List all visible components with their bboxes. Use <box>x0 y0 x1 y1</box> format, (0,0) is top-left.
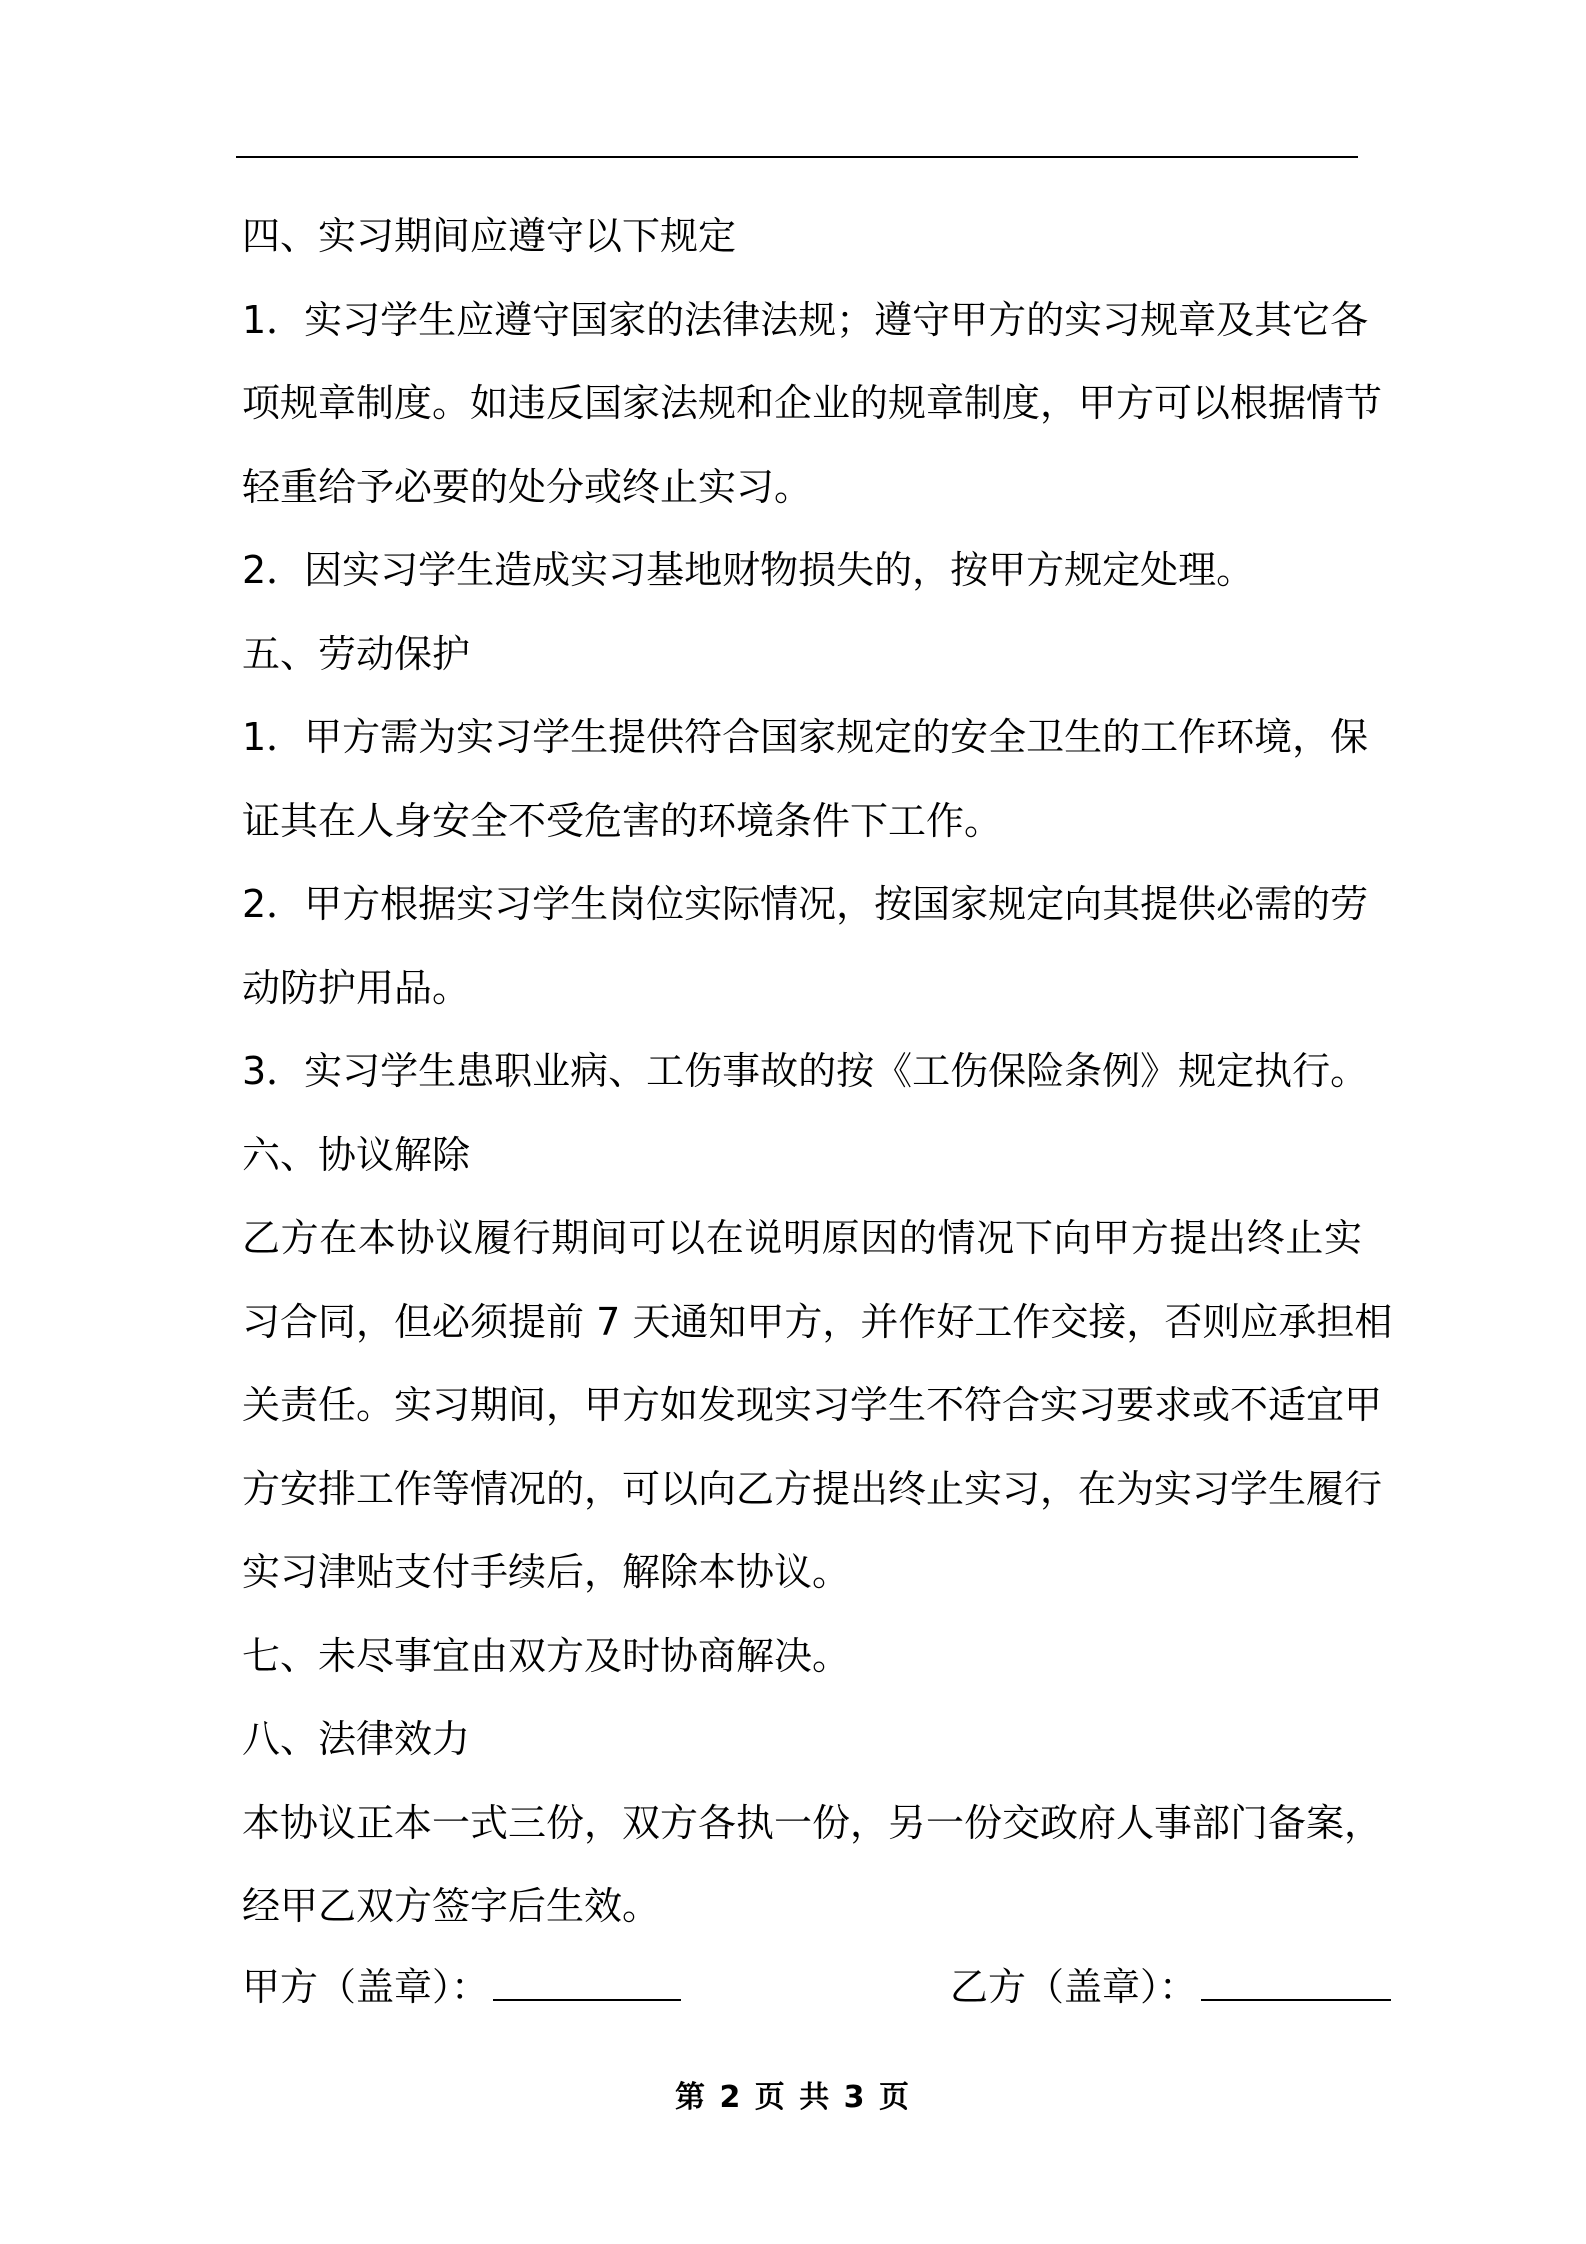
page-number-footer: 第 2 页 共 3 页 <box>675 2080 911 2115</box>
paragraph-line: 1．实习学生应遵守国家的法律法规；遵守甲方的实习规章及其它各 <box>242 297 1369 342</box>
paragraph-line: 乙方在本协议履行期间可以在说明原因的情况下向甲方提出终止实 <box>242 1216 1362 1260</box>
paragraph-line: 关责任。实习期间，甲方如发现实习学生不符合实习要求或不适宜甲 <box>242 1383 1383 1427</box>
paragraph-line: 经甲乙双方签字后生效。 <box>242 1884 661 1928</box>
paragraph-line: 2．甲方根据实习学生岗位实际情况，按国家规定向其提供必需的劳 <box>242 882 1369 926</box>
party-b-signature-blank <box>1201 1945 1391 2001</box>
document-body <box>242 195 1393 1949</box>
party-a-label: 甲方（盖章）： <box>242 1965 490 2009</box>
paragraph-line: 3．实习学生患职业病、工伤事故的按《工伤保险条例》规定执行。 <box>242 1049 1369 1093</box>
paragraph-line: 项规章制度。如违反国家法规和企业的规章制度，甲方可以根据情节 <box>242 381 1383 425</box>
section-heading-6: 六、协议解除 <box>242 1132 471 1177</box>
party-b-label: 乙方（盖章）： <box>950 1965 1198 2009</box>
party-a-signature-blank <box>493 1945 681 2001</box>
paragraph-line: 本协议正本一式三份，双方各执一份，另一份交政府人事部门备案， <box>242 1800 1383 1845</box>
header-rule <box>236 156 1358 158</box>
paragraph-line: 轻重给予必要的处分或终止实习。 <box>242 464 813 509</box>
section-heading-8: 八、法律效力 <box>242 1717 471 1761</box>
paragraph-line: 1．甲方需为实习学生提供符合国家规定的安全卫生的工作环境，保 <box>242 715 1369 759</box>
paragraph-line: 证其在人身安全不受危害的环境条件下工作。 <box>242 798 1003 843</box>
section-heading-5: 五、劳动保护 <box>242 631 471 676</box>
paragraph-line: 动防护用品。 <box>242 965 471 1010</box>
section-heading-4: 四、实习期间应遵守以下规定 <box>242 214 737 258</box>
party-a-signature <box>242 1945 681 2029</box>
paragraph-line: 实习津贴支付手续后，解除本协议。 <box>242 1550 851 1594</box>
paragraph-line: 2．因实习学生造成实习基地财物损失的，按甲方规定处理。 <box>242 548 1255 592</box>
paragraph-line: 方安排工作等情况的，可以向乙方提出终止实习，在为实习学生履行 <box>242 1466 1383 1511</box>
paragraph-line: 习合同，但必须提前 7 天通知甲方，并作好工作交接，否则应承担相 <box>242 1299 1393 1344</box>
party-b-signature <box>950 1945 1391 2029</box>
section-heading-7: 七、未尽事宜由双方及时协商解决。 <box>242 1633 851 1678</box>
signature-row <box>242 1945 1362 2029</box>
